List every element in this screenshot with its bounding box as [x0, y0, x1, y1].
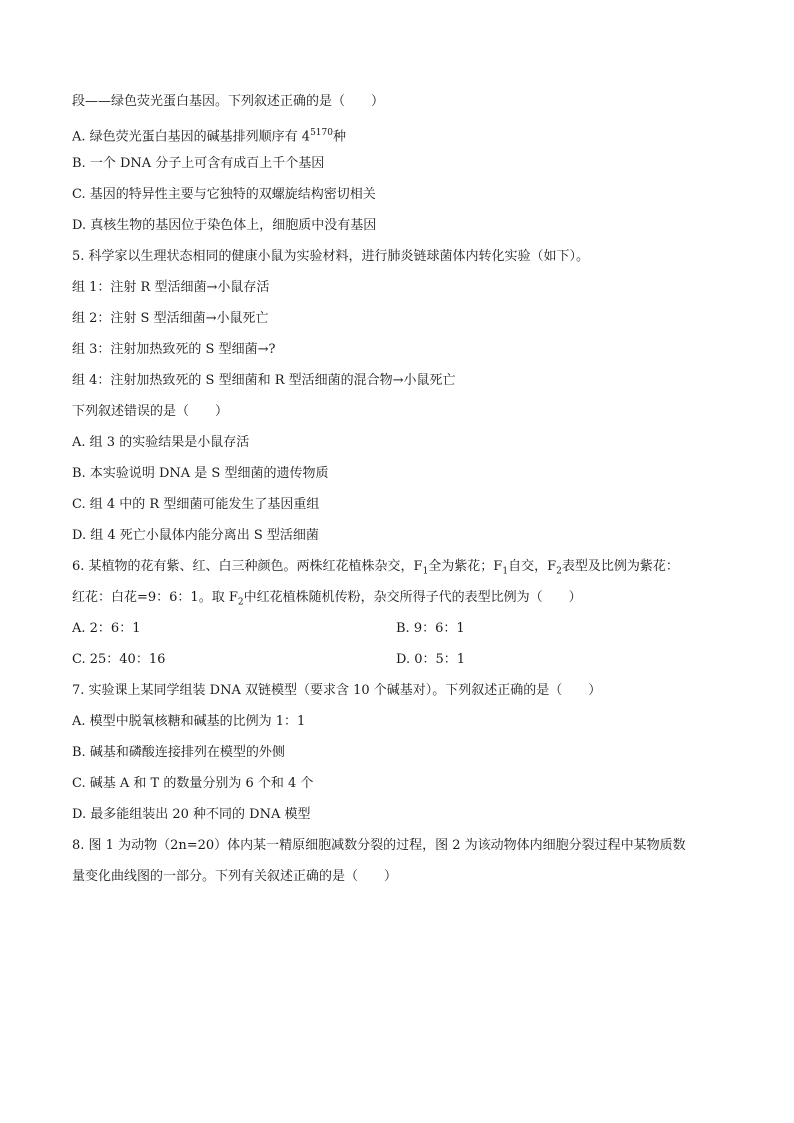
- q6-option-b: B. 9：6：1: [396, 621, 465, 636]
- q6-stem-line-1: [72, 557, 679, 582]
- q8-stem-line-1: 8. 图 1 为动物（2n=20）体内某一精原细胞减数分裂的过程，图 2 为该动物体内细胞分裂过程中某物质数: [72, 838, 686, 853]
- q6-option-d: D. 0：5：1: [396, 652, 466, 667]
- q6-text-2: 全为紫花；F: [428, 559, 503, 574]
- q5-question: 下列叙述错误的是（ ）: [72, 404, 229, 419]
- q4-option-d: D. 真核生物的基因位于染色体上，细胞质中没有基因: [72, 218, 377, 233]
- q6-text-3: 自交，F: [508, 559, 557, 574]
- q4-stem-tail: 段——绿色荧光蛋白基因。下列叙述正确的是（ ）: [72, 94, 385, 109]
- q4-option-a: [72, 123, 346, 147]
- q6-text-1: 6. 某植物的花有紫、红、白三种颜色。两株红花植株杂交，F: [72, 559, 423, 574]
- q6-sub-3: 2: [556, 566, 562, 577]
- q8-stem-line-2: 量变化曲线图的一部分。下列有关叙述正确的是（ ）: [72, 869, 398, 884]
- q6-option-a: A. 2：6：1: [72, 621, 141, 636]
- q6-sub-4: 2: [237, 597, 244, 608]
- q4-option-a-text: A. 绿色荧光蛋白基因的碱基排列顺序有 4: [72, 129, 311, 145]
- q5-option-c: C. 组 4 中的 R 型细菌可能发生了基因重组: [72, 497, 320, 512]
- q7-option-b: B. 碱基和磷酸连接排列在模型的外侧: [72, 745, 285, 760]
- q6-sub-1: 1: [422, 566, 429, 577]
- q5-option-d: D. 组 4 死亡小鼠体内能分离出 S 型活细菌: [72, 528, 319, 543]
- q7-option-c: C. 碱基 A 和 T 的数量分别为 6 个和 4 个: [72, 776, 314, 791]
- q7-option-d: D. 最多能组装出 20 种不同的 DNA 模型: [72, 807, 311, 822]
- q5-option-a: A. 组 3 的实验结果是小鼠存活: [72, 435, 250, 450]
- q6-text-5: 红花：白花=9：6：1。取 F: [72, 590, 238, 605]
- q4-option-a-suffix: 种: [332, 129, 346, 145]
- q6-sub-2: 1: [502, 566, 509, 577]
- q5-group-3: 组 3：注射加热致死的 S 型细菌→?: [72, 342, 276, 357]
- q4-option-a-exponent: 5170: [310, 128, 333, 138]
- q5-stem: 5. 科学家以生理状态相同的健康小鼠为实验材料，进行肺炎链球菌体内转化实验（如下）。: [72, 249, 590, 264]
- q5-group-1: 组 1：注射 R 型活细菌→小鼠存活: [72, 280, 270, 295]
- q7-option-a: A. 模型中脱氧核糖和碱基的比例为 1：1: [72, 714, 306, 729]
- q6-stem-line-2: [72, 588, 582, 613]
- q6-option-c: C. 25：40：16: [72, 652, 166, 667]
- q5-group-4: 组 4：注射加热致死的 S 型细菌和 R 型活细菌的混合物→小鼠死亡: [72, 373, 456, 388]
- q5-group-2: 组 2：注射 S 型活细菌→小鼠死亡: [72, 311, 269, 326]
- q4-option-b: B. 一个 DNA 分子上可含有成百上千个基因: [72, 156, 325, 171]
- q5-option-b: B. 本实验说明 DNA 是 S 型细菌的遗传物质: [72, 466, 329, 481]
- q7-stem: 7. 实验课上某同学组装 DNA 双链模型（要求含 10 个碱基对）。下列叙述正确的是（ ）: [72, 683, 602, 698]
- q4-option-c: C. 基因的特异性主要与它独特的双螺旋结构密切相关: [72, 187, 376, 202]
- q6-text-4: 表型及比例为紫花：: [561, 559, 679, 574]
- q6-text-6: 中红花植株随机传粉，杂交所得子代的表型比例为（ ）: [243, 590, 582, 605]
